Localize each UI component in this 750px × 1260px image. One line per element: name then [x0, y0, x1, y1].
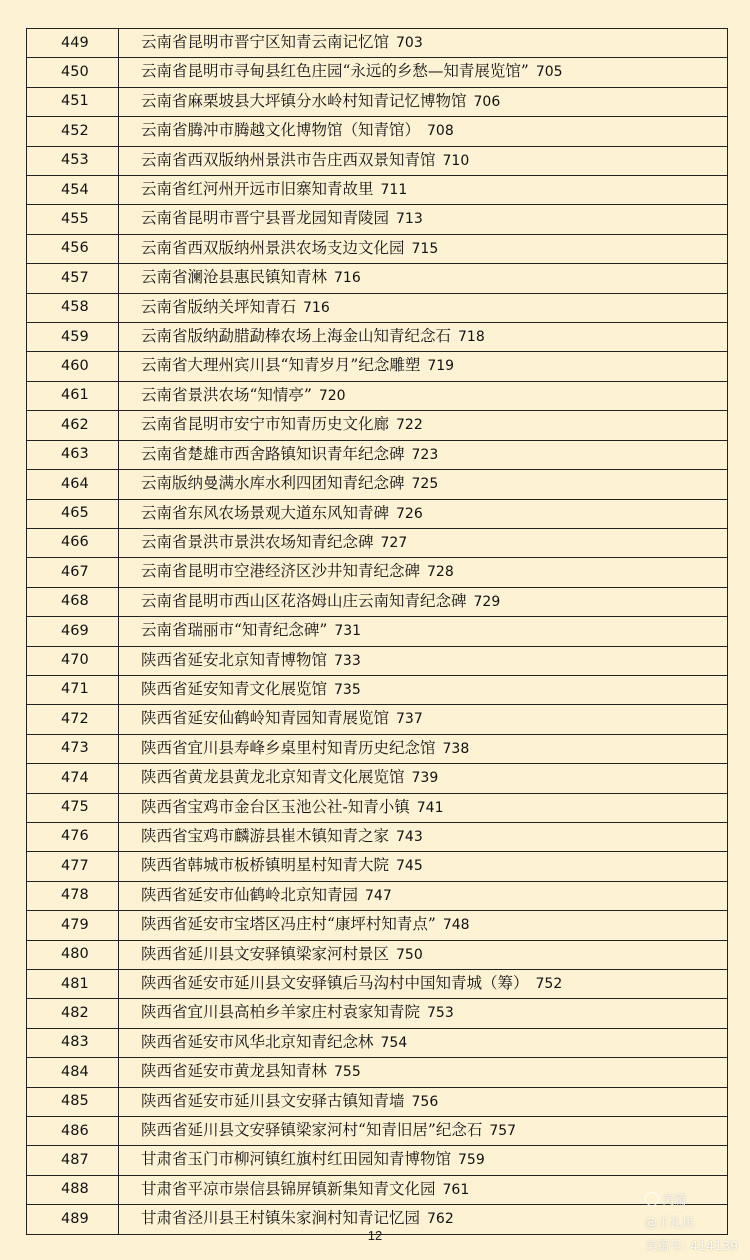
- entry-number: 453: [27, 146, 119, 175]
- entry-cell: [119, 146, 728, 175]
- entry-cell: [119, 381, 728, 410]
- table-row: [27, 528, 728, 557]
- entry-page-number: 705: [535, 64, 563, 81]
- entry-number: 450: [27, 58, 119, 87]
- entry-number: 475: [27, 793, 119, 822]
- entry-page-number: 713: [396, 211, 423, 228]
- entry-title: 云南省澜沧县惠民镇知青林: [141, 268, 328, 287]
- table-row: [27, 146, 728, 175]
- entry-title: 云南省昆明市晋宁区知青云南记忆馆: [141, 33, 390, 51]
- entry-number: 465: [27, 499, 119, 528]
- entry-title: 陕西省延川县文安驿镇梁家河村景区: [141, 944, 390, 963]
- table-row: [27, 793, 728, 822]
- entry-page-number: 726: [396, 505, 423, 522]
- entry-number: 449: [27, 29, 119, 58]
- entry-page-number: 718: [458, 329, 485, 346]
- entry-page-number: 708: [427, 123, 454, 140]
- watermark-brand-text: 美篇: [661, 1192, 687, 1207]
- entry-number: 489: [27, 1205, 119, 1234]
- entry-cell: [119, 940, 728, 969]
- entry-number: 463: [27, 440, 119, 469]
- entry-title: 陕西省延安市黄龙县知青林: [141, 1062, 328, 1081]
- table-row: [27, 176, 728, 205]
- entry-page-number: 728: [427, 564, 454, 581]
- entry-cell: [119, 205, 728, 234]
- table-row: [27, 470, 728, 499]
- entry-number: 482: [27, 999, 119, 1028]
- entry-title: 云南省昆明市安宁市知青历史文化廊: [141, 415, 390, 434]
- entry-page-number: 703: [396, 35, 423, 51]
- table-row: [27, 734, 728, 763]
- entry-cell: [119, 705, 728, 734]
- table-row: [27, 705, 728, 734]
- entry-cell: [119, 822, 728, 851]
- entry-title: 陕西省宝鸡市麟游县崔木镇知青之家: [141, 826, 390, 845]
- entry-cell: [119, 1117, 728, 1146]
- entry-page-number: 747: [365, 887, 392, 904]
- table-row: [27, 381, 728, 410]
- watermark-brand: [645, 1188, 738, 1211]
- table-row: [27, 205, 728, 234]
- entry-title: 云南省瑞丽市“知青纪念碑”: [141, 621, 328, 640]
- table-row: [27, 29, 728, 58]
- entry-cell: [119, 293, 728, 322]
- entry-cell: [119, 470, 728, 499]
- entry-title: 云南省昆明市寻甸县红色庄园“永远的乡愁—知青展览馆”: [141, 62, 529, 81]
- table-row: [27, 117, 728, 146]
- entry-number: 483: [27, 1028, 119, 1057]
- entry-number: 462: [27, 411, 119, 440]
- entry-page-number: 762: [427, 1211, 454, 1228]
- entry-cell: [119, 970, 728, 999]
- table-row: [27, 1028, 728, 1057]
- entry-page-number: 745: [396, 858, 423, 875]
- table-row: [27, 58, 728, 87]
- table-row: [27, 999, 728, 1028]
- entry-cell: [119, 852, 728, 881]
- entry-cell: [119, 176, 728, 205]
- table-row: [27, 764, 728, 793]
- entry-page-number: 729: [473, 593, 501, 610]
- entry-cell: [119, 440, 728, 469]
- entry-number: 476: [27, 822, 119, 851]
- entry-number: 461: [27, 381, 119, 410]
- entry-title: 甘肃省玉门市柳河镇红旗村红田园知青博物馆: [141, 1150, 452, 1169]
- table-row: [27, 558, 728, 587]
- entry-title: 陕西省延安市风华北京知青纪念林: [141, 1032, 374, 1051]
- table-row: [27, 1146, 728, 1175]
- entry-page-number: 710: [442, 152, 470, 169]
- entry-number: 480: [27, 940, 119, 969]
- entry-title: 陕西省延安市延川县文安驿古镇知青墙: [141, 1091, 405, 1110]
- entry-title: 云南省西双版纳州景洪农场支边文化园: [141, 238, 405, 257]
- entry-page-number: 723: [411, 446, 439, 463]
- entry-page-number: 757: [489, 1123, 517, 1140]
- entry-page-number: 755: [334, 1064, 361, 1081]
- entry-page-number: 739: [411, 770, 439, 787]
- entry-title: 陕西省宝鸡市金台区玉池公社-知青小镇: [141, 797, 410, 816]
- entry-cell: [119, 411, 728, 440]
- entry-number: 485: [27, 1087, 119, 1116]
- table-row: [27, 822, 728, 851]
- table-row: [27, 940, 728, 969]
- entry-number: 487: [27, 1146, 119, 1175]
- entry-page-number: 754: [380, 1034, 408, 1051]
- entry-page-number: 731: [334, 623, 362, 640]
- entry-title: 陕西省延安市仙鹤岭北京知青园: [141, 885, 359, 904]
- entry-title: 云南省楚雄市西舍路镇知识青年纪念碑: [141, 444, 405, 463]
- entry-title: 甘肃省平凉市崇信县锦屏镇新集知青文化园: [141, 1179, 436, 1198]
- entry-number: 470: [27, 646, 119, 675]
- entry-title: 云南省大理州宾川县“知青岁月”纪念雕塑: [141, 356, 421, 375]
- entry-cell: [119, 1087, 728, 1116]
- table-row: [27, 911, 728, 940]
- entry-number: 473: [27, 734, 119, 763]
- entry-number: 459: [27, 323, 119, 352]
- entry-title: 陕西省黄龙县黄龙北京知青文化展览馆: [141, 768, 405, 787]
- entry-page-number: 727: [380, 534, 408, 551]
- entry-title: 陕西省延安仙鹤岭知青园知青展览馆: [141, 709, 390, 728]
- entry-number: 488: [27, 1175, 119, 1204]
- entry-cell: [119, 734, 728, 763]
- table-row: [27, 1117, 728, 1146]
- entry-page-number: 738: [442, 740, 470, 757]
- table-row: [27, 323, 728, 352]
- entry-page-number: 720: [318, 387, 346, 404]
- index-table: [26, 28, 728, 1235]
- entry-page-number: 750: [396, 946, 423, 963]
- entry-title: 云南省西双版纳州景洪市告庄西双景知青馆: [141, 150, 436, 169]
- entry-number: 484: [27, 1058, 119, 1087]
- entry-title: 云南省腾冲市腾越文化博物馆（知青馆）: [141, 121, 421, 140]
- entry-number: 471: [27, 675, 119, 704]
- table-row: [27, 499, 728, 528]
- entry-cell: [119, 264, 728, 293]
- table-row: [27, 881, 728, 910]
- table-row: [27, 234, 728, 263]
- entry-title: 甘肃省泾川县王村镇朱家涧村知青记忆园: [141, 1209, 421, 1228]
- entry-page-number: 716: [303, 299, 330, 316]
- table-row: [27, 352, 728, 381]
- entry-title: 云南省麻栗坡县大坪镇分水岭村知青记忆博物馆: [141, 91, 467, 110]
- entry-title: 云南省版纳勐腊勐棒农场上海金山知青纪念石: [141, 327, 452, 346]
- entry-cell: [119, 528, 728, 557]
- entry-title: 云南省景洪市景洪农场知青纪念碑: [141, 532, 374, 551]
- entry-cell: [119, 1146, 728, 1175]
- entry-cell: [119, 29, 728, 58]
- page-number: 12: [367, 1228, 383, 1243]
- entry-cell: [119, 1175, 728, 1204]
- entry-title: 陕西省韩城市板桥镇明星村知青大院: [141, 856, 390, 875]
- table-row: [27, 970, 728, 999]
- meipian-logo-icon: [645, 1192, 659, 1206]
- table-row: [27, 1058, 728, 1087]
- entry-cell: [119, 881, 728, 910]
- entry-cell: [119, 499, 728, 528]
- entry-page-number: 737: [396, 711, 423, 728]
- entry-page-number: 706: [473, 93, 501, 110]
- entry-title: 陕西省延安知青文化展览馆: [141, 679, 328, 698]
- entry-number: 481: [27, 970, 119, 999]
- entry-title: 陕西省延安市宝塔区冯庄村“康坪村知青点”: [141, 915, 436, 934]
- entry-number: 472: [27, 705, 119, 734]
- entry-title: 陕西省宜川县寿峰乡桌里村知青历史纪念馆: [141, 738, 436, 757]
- table-row: [27, 411, 728, 440]
- table-row: [27, 617, 728, 646]
- entry-number: 454: [27, 176, 119, 205]
- entry-title: 陕西省宜川县高柏乡羊家庄村袁家知青院: [141, 1003, 421, 1022]
- entry-cell: [119, 58, 728, 87]
- entry-title: 云南版纳曼满水库水利四团知青纪念碑: [141, 474, 405, 493]
- table-row: [27, 675, 728, 704]
- entry-cell: [119, 675, 728, 704]
- entry-title: 云南省景洪农场“知情亭”: [141, 385, 312, 404]
- entry-title: 陕西省延安北京知青博物馆: [141, 650, 328, 669]
- entry-page-number: 722: [396, 417, 423, 434]
- entry-cell: [119, 999, 728, 1028]
- entry-title: 云南省红河州开远市旧寨知青故里: [141, 180, 374, 199]
- entry-page-number: 759: [458, 1152, 485, 1169]
- entry-page-number: 752: [535, 976, 563, 992]
- entry-number: 458: [27, 293, 119, 322]
- entry-page-number: 756: [411, 1093, 439, 1110]
- entry-cell: [119, 911, 728, 940]
- entry-title: 陕西省延川县文安驿镇梁家河村“知青旧居”纪念石: [141, 1121, 483, 1140]
- table-row: [27, 852, 728, 881]
- entry-page-number: 711: [380, 182, 408, 199]
- entry-page-number: 715: [411, 240, 439, 257]
- entry-page-number: 741: [416, 799, 444, 816]
- entry-number: 464: [27, 470, 119, 499]
- table-row: [27, 440, 728, 469]
- entry-number: 455: [27, 205, 119, 234]
- entry-number: 469: [27, 617, 119, 646]
- entry-page-number: 743: [396, 828, 423, 845]
- entry-title: 云南省东风农场景观大道东风知青碑: [141, 503, 390, 522]
- watermark-id: 美篇号: 414139: [644, 1238, 738, 1253]
- entry-cell: [119, 117, 728, 146]
- entry-cell: [119, 764, 728, 793]
- entry-title: 陕西省延安市延川县文安驿镇后马沟村中国知青城（筹）: [141, 974, 529, 992]
- entry-page-number: 748: [442, 917, 470, 934]
- table-row: [27, 264, 728, 293]
- entry-cell: [119, 323, 728, 352]
- entry-page-number: 716: [334, 270, 361, 287]
- entry-number: 486: [27, 1117, 119, 1146]
- entry-title: 云南省昆明市西山区花洛姆山庄云南知青纪念碑: [141, 591, 467, 610]
- entry-cell: [119, 617, 728, 646]
- entry-cell: [119, 87, 728, 116]
- entry-number: 468: [27, 587, 119, 616]
- entry-number: 452: [27, 117, 119, 146]
- entry-page-number: 761: [442, 1181, 470, 1198]
- watermark: [645, 1188, 738, 1257]
- table-row: [27, 1175, 728, 1204]
- entry-number: 466: [27, 528, 119, 557]
- entry-title: 云南省版纳关坪知青石: [141, 297, 297, 316]
- table-row: [27, 1087, 728, 1116]
- entry-number: 451: [27, 87, 119, 116]
- entry-number: 460: [27, 352, 119, 381]
- entry-page-number: 733: [334, 652, 361, 669]
- entry-cell: [119, 587, 728, 616]
- index-table-body: [27, 29, 728, 1235]
- entry-page-number: 719: [427, 358, 455, 375]
- entry-number: 477: [27, 852, 119, 881]
- entry-page-number: 725: [411, 476, 439, 493]
- entry-number: 456: [27, 234, 119, 263]
- entry-number: 479: [27, 911, 119, 940]
- table-row: [27, 87, 728, 116]
- entry-number: 478: [27, 881, 119, 910]
- entry-cell: [119, 352, 728, 381]
- entry-cell: [119, 1058, 728, 1087]
- entry-title: 云南省昆明市晋宁县晋龙园知青陵园: [141, 209, 390, 228]
- entry-page-number: 735: [334, 681, 361, 698]
- entry-cell: [119, 1028, 728, 1057]
- entry-cell: [119, 558, 728, 587]
- entry-number: 474: [27, 764, 119, 793]
- entry-cell: [119, 793, 728, 822]
- table-row: [27, 646, 728, 675]
- table-row: [27, 587, 728, 616]
- entry-title: 云南省昆明市空港经济区沙井知青纪念碑: [141, 562, 421, 581]
- entry-number: 457: [27, 264, 119, 293]
- table-row: [27, 293, 728, 322]
- entry-cell: [119, 646, 728, 675]
- entry-page-number: 753: [427, 1005, 454, 1022]
- entry-cell: [119, 234, 728, 263]
- entry-number: 467: [27, 558, 119, 587]
- watermark-author: @王礼民: [644, 1215, 695, 1230]
